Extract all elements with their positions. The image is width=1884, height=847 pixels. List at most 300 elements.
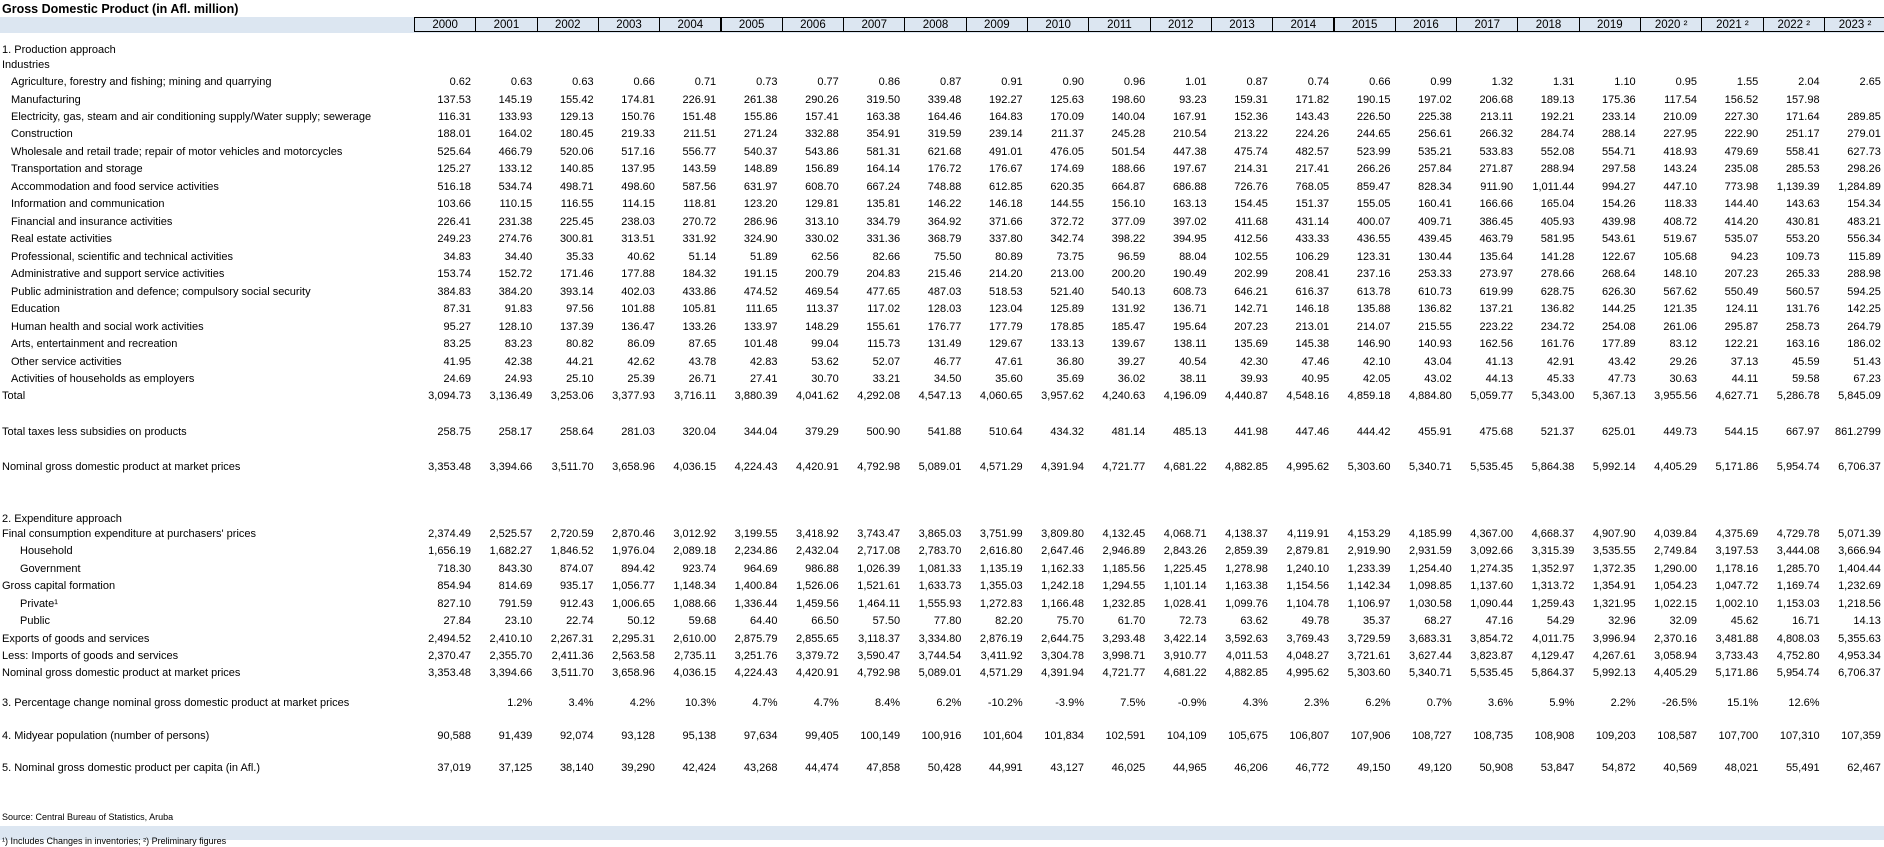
year-header-cell: 2001 — [475, 17, 537, 32]
value-cell: 150.76 — [621, 111, 655, 123]
value-cell: 163.16 — [1785, 338, 1820, 350]
value-cell: 4,420.91 — [795, 461, 839, 473]
value-cell: 67.23 — [1853, 373, 1881, 385]
value-cell: 6.2% — [936, 697, 962, 709]
value-cell: 491.01 — [989, 146, 1023, 158]
value-cell: 278.66 — [1540, 268, 1575, 280]
value-cell: 107,310 — [1779, 730, 1820, 742]
value-cell: 30.70 — [811, 373, 839, 385]
value-cell: 6.2% — [1365, 697, 1391, 709]
value-cell: 4,729.78 — [1776, 528, 1820, 540]
value-cell: 80.82 — [566, 338, 594, 350]
value-cell: 2,234.86 — [734, 545, 778, 557]
value-cell: 3,353.48 — [428, 667, 471, 679]
value-cell: 152.72 — [498, 268, 533, 280]
value-cell: 408.72 — [1663, 216, 1697, 228]
value-cell: -3.9% — [1055, 697, 1084, 709]
value-cell: 148.89 — [743, 163, 778, 175]
value-cell: 146.90 — [1356, 338, 1391, 350]
value-cell: 27.41 — [749, 373, 778, 385]
value-cell: 0.77 — [817, 76, 839, 88]
value-cell: 581.31 — [866, 146, 901, 158]
value-cell: 626.30 — [1602, 286, 1636, 298]
value-cell: 377.09 — [1111, 216, 1146, 228]
value-cell: 1,526.06 — [795, 580, 839, 592]
value-cell: 48,021 — [1724, 762, 1759, 774]
value-cell: 136.82 — [1418, 303, 1452, 315]
value-cell: 49,150 — [1356, 762, 1391, 774]
value-cell: 1,142.34 — [1347, 580, 1391, 592]
value-cell: 45.59 — [1792, 356, 1820, 368]
value-cell: 444.42 — [1356, 426, 1391, 438]
value-cell: 8.4% — [875, 697, 901, 709]
value-cell: 610.73 — [1418, 286, 1452, 298]
value-cell: 50,908 — [1479, 762, 1514, 774]
value-cell: 4,224.43 — [734, 667, 778, 679]
value-cell: 51.14 — [688, 251, 717, 263]
value-cell: 44.13 — [1485, 373, 1514, 385]
value-cell: 4,011.53 — [1225, 650, 1268, 662]
value-cell: 2,267.31 — [550, 633, 594, 645]
value-cell: 4,548.16 — [1286, 390, 1330, 402]
value-cell: 2,355.70 — [489, 650, 533, 662]
value-cell: -26.5% — [1662, 697, 1697, 709]
value-cell: 83.25 — [443, 338, 471, 350]
value-cell: 108,908 — [1534, 730, 1575, 742]
value-cell: 208.41 — [1295, 268, 1330, 280]
value-cell: 518.53 — [989, 286, 1023, 298]
value-cell: 137.95 — [621, 163, 655, 175]
value-cell: 455.91 — [1418, 426, 1452, 438]
value-cell: 271.24 — [743, 128, 778, 140]
table-row — [0, 43, 1884, 58]
value-cell: 108,587 — [1657, 730, 1697, 742]
value-cell: 854.94 — [437, 580, 471, 592]
value-cell: 118.33 — [1664, 198, 1697, 210]
value-cell: 249.23 — [437, 233, 471, 245]
value-cell: 288.14 — [1602, 128, 1636, 140]
value-cell: 2.65 — [1859, 76, 1881, 88]
value-cell: 42.62 — [627, 356, 655, 368]
footnote-text: ¹) Includes Changes in inventories; ²) Preliminary figures — [2, 836, 227, 846]
value-cell: 1,400.84 — [734, 580, 778, 592]
value-cell: 189.13 — [1540, 94, 1575, 106]
value-cell: 2,370.16 — [1654, 633, 1697, 645]
value-cell: 47.16 — [1485, 615, 1514, 627]
value-cell: 37,125 — [498, 762, 533, 774]
value-cell: 137.21 — [1479, 303, 1514, 315]
year-header-cell: 2017 — [1456, 17, 1518, 32]
value-cell: 334.79 — [866, 216, 901, 228]
value-cell: 5,286.78 — [1776, 390, 1820, 402]
value-cell: 463.79 — [1479, 233, 1514, 245]
row-label: Education — [11, 303, 60, 315]
value-cell: 288.98 — [1847, 268, 1881, 280]
value-cell: 567.62 — [1663, 286, 1697, 298]
value-cell: 5,089.01 — [918, 461, 962, 473]
value-cell: 87.31 — [443, 303, 471, 315]
value-cell: 1,285.70 — [1776, 563, 1820, 575]
value-cell: 225.38 — [1418, 111, 1452, 123]
value-cell: 170.09 — [1050, 111, 1084, 123]
value-cell: 204.83 — [866, 268, 901, 280]
value-cell: 224.26 — [1295, 128, 1330, 140]
value-cell: 101,834 — [1044, 730, 1084, 742]
value-cell: 433.33 — [1295, 233, 1330, 245]
value-cell: 176.72 — [927, 163, 962, 175]
value-cell: 256.61 — [1418, 128, 1452, 140]
value-cell: 434.32 — [1050, 426, 1084, 438]
value-cell: 26.71 — [688, 373, 717, 385]
value-cell: 157.98 — [1785, 94, 1820, 106]
value-cell: 213.01 — [1295, 321, 1330, 333]
value-cell: 319.59 — [927, 128, 962, 140]
value-cell: 476.05 — [1050, 146, 1084, 158]
value-cell: 125.89 — [1050, 303, 1084, 315]
value-cell: 5,059.77 — [1470, 390, 1514, 402]
value-cell: 608.70 — [805, 181, 839, 193]
value-cell: 40,569 — [1663, 762, 1697, 774]
value-cell: 213.00 — [1050, 268, 1084, 280]
value-cell: 3,769.43 — [1286, 633, 1330, 645]
value-cell: 68.27 — [1424, 615, 1452, 627]
value-cell: 146.18 — [989, 198, 1023, 210]
value-cell: 106.29 — [1295, 251, 1330, 263]
value-cell: 4,224.43 — [734, 461, 778, 473]
value-cell: 4,036.15 — [673, 667, 717, 679]
value-cell: 1,099.76 — [1225, 598, 1268, 610]
value-cell: 7.5% — [1120, 697, 1146, 709]
value-cell: 116.31 — [438, 111, 471, 123]
value-cell: 191.15 — [743, 268, 778, 280]
source-note: Source: Central Bureau of Statistics, Aruba — [2, 812, 174, 822]
value-cell: 117.54 — [1664, 94, 1697, 106]
value-cell: 91,439 — [498, 730, 533, 742]
value-cell: 102,591 — [1105, 730, 1146, 742]
value-cell: 4,196.09 — [1163, 390, 1207, 402]
value-cell: 160.41 — [1418, 198, 1452, 210]
value-cell: 82.20 — [995, 615, 1023, 627]
row-label: Total taxes less subsidies on products — [2, 426, 187, 438]
value-cell: 1,242.18 — [1041, 580, 1084, 592]
value-cell: 29.26 — [1669, 356, 1697, 368]
value-cell: 3,880.39 — [734, 390, 778, 402]
value-cell: 166.66 — [1479, 198, 1514, 210]
value-cell: 543.61 — [1602, 233, 1636, 245]
value-cell: 39.93 — [1240, 373, 1268, 385]
value-cell: 101.88 — [621, 303, 655, 315]
value-cell: 46,206 — [1234, 762, 1268, 774]
value-cell: 33.21 — [872, 373, 901, 385]
value-cell: 3,253.06 — [550, 390, 594, 402]
value-cell: 4,240.63 — [1102, 390, 1146, 402]
value-cell: 5,303.60 — [1347, 461, 1391, 473]
value-cell: 431.14 — [1295, 216, 1330, 228]
year-header-cell: 2005 — [721, 17, 783, 32]
value-cell: 288.94 — [1540, 163, 1575, 175]
value-cell: 3,422.14 — [1163, 633, 1207, 645]
row-label: 4. Midyear population (number of persons) — [2, 730, 210, 742]
value-cell: 4,011.75 — [1532, 633, 1575, 645]
year-header-cell: 2015 — [1334, 17, 1396, 32]
value-cell: 5,845.09 — [1838, 390, 1881, 402]
row-label: 2. Expenditure approach — [2, 513, 122, 525]
value-cell: 105,675 — [1228, 730, 1268, 742]
value-cell: 123.31 — [1356, 251, 1391, 263]
value-cell: 131.49 — [927, 338, 962, 350]
value-cell: 1,106.97 — [1347, 598, 1391, 610]
row-label: Agriculture, forestry and fishing; mining and quarrying — [11, 76, 272, 88]
value-cell: 162.56 — [1479, 338, 1514, 350]
value-cell: 2,931.59 — [1408, 545, 1452, 557]
value-cell: 99.04 — [811, 338, 839, 350]
value-cell: 44,991 — [989, 762, 1023, 774]
value-cell: 133.97 — [743, 321, 778, 333]
value-cell: 587.56 — [682, 181, 717, 193]
value-cell: 4.2% — [629, 697, 655, 709]
value-cell: 87.65 — [688, 338, 717, 350]
value-cell: 0.87 — [939, 76, 962, 88]
value-cell: 500.90 — [866, 426, 901, 438]
value-cell: 4,808.03 — [1776, 633, 1820, 645]
value-cell: 3,535.55 — [1592, 545, 1636, 557]
value-cell: 0.7% — [1426, 697, 1452, 709]
value-cell: 151.48 — [682, 111, 717, 123]
row-label: Financial and insurance activities — [11, 216, 173, 228]
value-cell: 12.6% — [1788, 697, 1820, 709]
year-header-cell: 2000 — [414, 17, 476, 32]
value-cell: 133.12 — [498, 163, 533, 175]
row-label: Wholesale and retail trade; repair of motor vehicles and motorcycles — [11, 146, 343, 158]
value-cell: 3,379.72 — [795, 650, 839, 662]
value-cell: 107,359 — [1841, 730, 1881, 742]
row-label: Arts, entertainment and recreation — [11, 338, 178, 350]
value-cell: 331.36 — [866, 233, 901, 245]
value-cell: 1,104.78 — [1286, 598, 1330, 610]
value-cell: 628.75 — [1540, 286, 1575, 298]
value-cell: 206.68 — [1479, 94, 1514, 106]
year-header-cell: 2002 — [537, 17, 599, 32]
value-cell: 447.38 — [1172, 146, 1207, 158]
value-cell: 1,139.39 — [1776, 181, 1820, 193]
value-cell: 397.02 — [1172, 216, 1207, 228]
value-cell: 2,410.10 — [489, 633, 533, 645]
value-cell: 517.16 — [621, 146, 655, 158]
value-cell: 43.04 — [1424, 356, 1452, 368]
value-cell: 2,783.70 — [918, 545, 962, 557]
value-cell: 2,494.52 — [428, 633, 471, 645]
value-cell: 3,199.55 — [734, 528, 778, 540]
value-cell: 4,132.45 — [1102, 528, 1146, 540]
value-cell: 2,875.79 — [734, 633, 778, 645]
value-cell: 225.45 — [559, 216, 594, 228]
value-cell: 0.74 — [1307, 76, 1330, 88]
value-cell: 2,843.26 — [1163, 545, 1207, 557]
value-cell: 175.36 — [1602, 94, 1636, 106]
value-cell: 51.89 — [749, 251, 778, 263]
value-cell: 5,089.01 — [918, 667, 962, 679]
value-cell: 1,372.35 — [1592, 563, 1636, 575]
value-cell: 447.46 — [1295, 426, 1330, 438]
value-cell: 6,706.37 — [1838, 461, 1881, 473]
value-cell: 146.18 — [1295, 303, 1330, 315]
value-cell: 2,855.65 — [795, 633, 839, 645]
value-cell: 6,706.37 — [1838, 667, 1881, 679]
value-cell: 320.04 — [682, 426, 717, 438]
value-cell: 156.52 — [1724, 94, 1759, 106]
value-cell: 726.76 — [1234, 181, 1268, 193]
value-cell: 42,424 — [682, 762, 717, 774]
value-cell: 23.10 — [504, 615, 533, 627]
value-cell: 481.14 — [1111, 426, 1146, 438]
value-cell: 54,872 — [1602, 762, 1636, 774]
value-cell: 1,233.39 — [1347, 563, 1391, 575]
value-cell: 1,022.15 — [1654, 598, 1697, 610]
value-cell: 38,140 — [559, 762, 594, 774]
value-cell: 994.27 — [1602, 181, 1636, 193]
value-cell: 223.22 — [1479, 321, 1514, 333]
value-cell: 0.90 — [1062, 76, 1084, 88]
value-cell: 436.55 — [1356, 233, 1391, 245]
value-cell: 114.15 — [622, 198, 655, 210]
table-row — [0, 93, 1884, 108]
value-cell: 4,721.77 — [1102, 461, 1146, 473]
value-cell: 5,343.00 — [1531, 390, 1575, 402]
table-row — [0, 267, 1884, 282]
value-cell: 2,616.80 — [979, 545, 1023, 557]
year-header-cell: 2011 — [1088, 17, 1150, 32]
value-cell: 912.43 — [559, 598, 594, 610]
value-cell: 188.66 — [1111, 163, 1146, 175]
value-cell: 331.92 — [682, 233, 717, 245]
value-cell: 4,375.69 — [1715, 528, 1759, 540]
value-cell: 430.81 — [1785, 216, 1820, 228]
value-cell: 164.83 — [989, 111, 1023, 123]
value-cell: 521.37 — [1540, 426, 1575, 438]
value-cell: 45.62 — [1730, 615, 1759, 627]
value-cell: 167.91 — [1172, 111, 1207, 123]
value-cell: 5.9% — [1549, 697, 1575, 709]
value-cell: 16.71 — [1792, 615, 1820, 627]
value-cell: 47,858 — [866, 762, 901, 774]
value-cell: 0.62 — [449, 76, 471, 88]
value-cell: 258.64 — [559, 426, 594, 438]
value-cell: 1,555.93 — [918, 598, 962, 610]
value-cell: 231.38 — [498, 216, 533, 228]
value-cell: 5,171.86 — [1715, 461, 1759, 473]
value-cell: 44.21 — [566, 356, 594, 368]
value-cell: 42.05 — [1362, 373, 1391, 385]
row-label: Activities of households as employers — [11, 373, 195, 385]
year-header-cell: 2016 — [1395, 17, 1457, 32]
value-cell: 139.67 — [1111, 338, 1146, 350]
value-cell: 117.02 — [867, 303, 901, 315]
value-cell: 386.45 — [1479, 216, 1514, 228]
value-cell: 116.55 — [560, 198, 594, 210]
value-cell: 91.83 — [504, 303, 533, 315]
value-cell: 3,590.47 — [857, 650, 901, 662]
value-cell: 42.91 — [1546, 356, 1575, 368]
value-cell: 53,847 — [1540, 762, 1575, 774]
value-cell: 133.26 — [682, 321, 717, 333]
value-cell: 3,394.66 — [489, 667, 533, 679]
value-cell: 108,727 — [1412, 730, 1452, 742]
value-cell: 4,391.94 — [1041, 667, 1084, 679]
value-cell: 148.10 — [1663, 268, 1697, 280]
table-row — [0, 666, 1884, 681]
value-cell: 279.01 — [1847, 128, 1881, 140]
value-cell: 129.67 — [989, 338, 1023, 350]
value-cell: 0.95 — [1675, 76, 1697, 88]
value-cell: 3,729.59 — [1347, 633, 1391, 645]
value-cell: 270.72 — [682, 216, 717, 228]
value-cell: 828.34 — [1418, 181, 1452, 193]
value-cell: 581.95 — [1540, 233, 1575, 245]
value-cell: 2,717.08 — [857, 545, 901, 557]
value-cell: 874.07 — [559, 563, 594, 575]
value-cell: 44.11 — [1731, 373, 1759, 385]
year-header-cell: 2022 ² — [1763, 17, 1825, 32]
value-cell: 226.41 — [437, 216, 471, 228]
value-cell: 1,088.66 — [673, 598, 717, 610]
value-cell: 121.35 — [1663, 303, 1697, 315]
value-cell: 210.54 — [1172, 128, 1207, 140]
value-cell: 1,355.03 — [979, 580, 1023, 592]
value-cell: 5,071.39 — [1838, 528, 1881, 540]
value-cell: 200.20 — [1111, 268, 1146, 280]
value-cell: 100,916 — [921, 730, 962, 742]
value-cell: 1,002.10 — [1715, 598, 1759, 610]
value-cell: 73.75 — [1056, 251, 1084, 263]
value-cell: 405.93 — [1540, 216, 1575, 228]
value-cell: 384.20 — [498, 286, 533, 298]
value-cell: 35.69 — [1056, 373, 1084, 385]
value-cell: 631.97 — [743, 181, 778, 193]
row-label: Information and communication — [11, 198, 165, 210]
value-cell: 144.55 — [1050, 198, 1084, 210]
value-cell: 411.68 — [1235, 216, 1268, 228]
value-cell: 520.06 — [559, 146, 594, 158]
value-cell: 1,976.04 — [612, 545, 655, 557]
value-cell: 235.08 — [1724, 163, 1759, 175]
value-cell: 43.42 — [1608, 356, 1636, 368]
table-row — [0, 761, 1884, 776]
value-cell: 2,411.36 — [551, 650, 594, 662]
value-cell: 4,792.98 — [857, 461, 901, 473]
table-row — [0, 302, 1884, 317]
value-cell: 140.04 — [1111, 111, 1146, 123]
value-cell: 479.69 — [1724, 146, 1759, 158]
value-cell: 3,683.31 — [1408, 633, 1452, 645]
value-cell: 516.18 — [437, 181, 471, 193]
value-cell: 3,411.92 — [980, 650, 1023, 662]
value-cell: 1,352.97 — [1531, 563, 1575, 575]
value-cell: 213.11 — [1480, 111, 1514, 123]
value-cell: 439.98 — [1602, 216, 1636, 228]
value-cell: 115.89 — [1848, 251, 1881, 263]
value-cell: 3,511.70 — [551, 667, 594, 679]
value-cell: 1.31 — [1552, 76, 1575, 88]
value-cell: 152.36 — [1234, 111, 1268, 123]
value-cell: 122.67 — [1602, 251, 1636, 263]
value-cell: 1,846.52 — [550, 545, 594, 557]
value-cell: 5,171.86 — [1715, 667, 1759, 679]
value-cell: 155.42 — [559, 94, 594, 106]
value-cell: 140.85 — [559, 163, 594, 175]
value-cell: 894.42 — [621, 563, 655, 575]
value-cell: 330.02 — [805, 233, 839, 245]
value-cell: 861.2799 — [1835, 426, 1881, 438]
